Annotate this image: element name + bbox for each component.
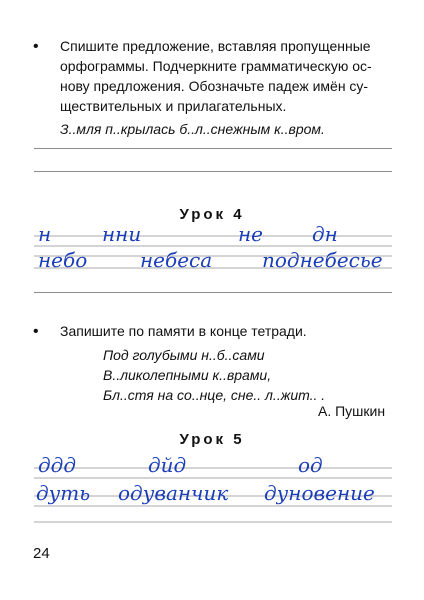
cursive-sample: дйд	[148, 453, 187, 477]
poem	[103, 345, 325, 405]
lesson-5-title: Урок 5	[179, 431, 245, 448]
poem-line: Под голубыми н..б..сами	[103, 347, 265, 363]
poem-line: Бл..стя на со..нце, сне.. л..жит.. .	[103, 387, 326, 403]
cursive-sample: нни	[102, 222, 142, 246]
task2-instructions: Запишите по памяти в конце тетради.	[60, 323, 307, 339]
poem-line: В..ликолепными к..врами,	[103, 367, 272, 383]
cursive-sample: дн	[312, 222, 338, 246]
cursive-sample: небо	[38, 248, 88, 272]
cursive-sample: од	[298, 453, 323, 477]
poem-author: А. Пушкин	[318, 403, 386, 419]
cursive-sample: дуновение	[264, 481, 375, 505]
task1-line: Спишите предложение, вставляя пропущенные	[60, 38, 371, 54]
bullet-point: •	[33, 323, 39, 340]
bullet-point: •	[33, 38, 39, 55]
writing-rule	[34, 292, 392, 293]
lesson-4-title: Урок 4	[179, 206, 245, 223]
cursive-sample: одуванчик	[118, 481, 229, 505]
cursive-sample: небеса	[140, 248, 213, 272]
task1-line: орфограммы. Подчеркните грамматическую ос-	[60, 58, 372, 74]
writing-rule	[34, 171, 392, 172]
task1-instructions	[60, 36, 400, 116]
writing-rule	[34, 148, 392, 149]
page-number: 24	[33, 545, 50, 562]
task1-line: ществительных и прилагательных.	[60, 98, 287, 114]
cursive-sample: н	[38, 222, 52, 246]
cursive-sample: дуть	[36, 481, 91, 505]
cursive-sample: поднебесье	[262, 248, 383, 272]
cursive-sample: не	[238, 222, 264, 246]
task1-line: нову предложения. Обозначьте падеж имён су-	[60, 78, 369, 94]
cursive-sample: ддд	[38, 453, 77, 477]
task1-sentence: З..мля п..крылась б..л..снежным к..вром.	[60, 121, 325, 137]
